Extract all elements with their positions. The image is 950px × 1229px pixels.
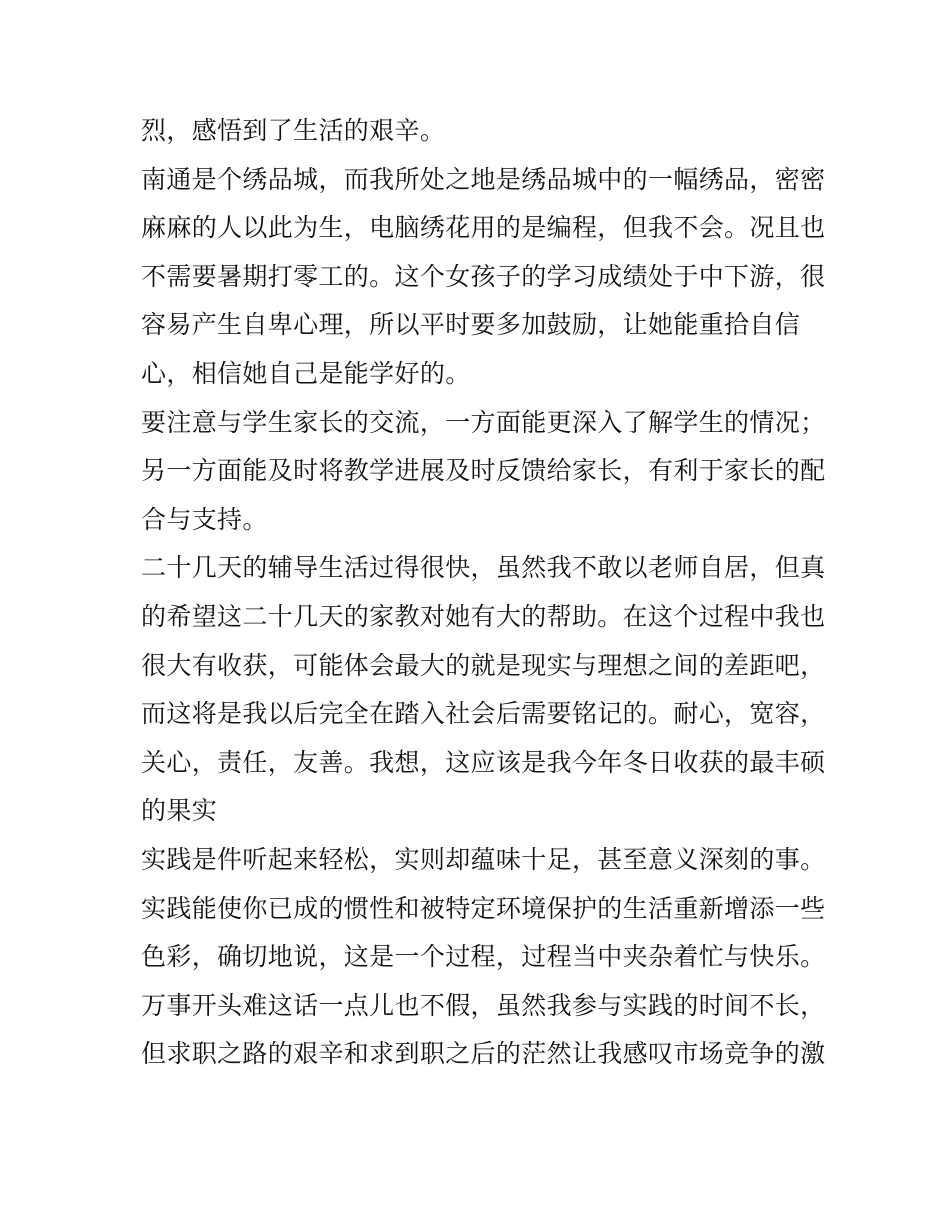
text-line: 色彩，确切地说，这是一个过程，过程当中夹杂着忙与快乐。: [141, 942, 826, 972]
text-line: 要注意与学生家长的交流，一方面能更深入了解学生的情况；: [141, 407, 826, 437]
text-line: 烈，感悟到了生活的艰辛。: [141, 116, 446, 145]
text-line: 二十几天的辅导生活过得很快，虽然我不敢以老师自居，但真: [141, 553, 826, 583]
text-line: 而这将是我以后完全在踏入社会后需要铭记的。耐心，宽容，: [141, 699, 826, 729]
text-line: 关心，责任，友善。我想，这应该是我今年冬日收获的最丰硕: [141, 747, 826, 777]
text-line: 但求职之路的艰辛和求到职之后的茫然让我感叹市场竞争的激: [141, 1039, 826, 1069]
text-line: 合与支持。: [141, 504, 268, 534]
text-line: 万事开头难这话一点儿也不假，虽然我参与实践的时间不长，: [141, 990, 826, 1020]
text-line: 实践是件听起来轻松，实则却蕴味十足，甚至意义深刻的事。: [141, 844, 826, 874]
text-line: 很大有收获，可能体会最大的就是现实与理想之间的差距吧，: [141, 650, 826, 680]
text-line: 不需要暑期打零工的。这个女孩子的学习成绩处于中下游，很: [141, 261, 826, 291]
document-body: [141, 107, 826, 1079]
text-line: 南通是个绣品城，而我所处之地是绣品城中的一幅绣品，密密: [141, 164, 826, 194]
text-line: 的果实: [141, 796, 218, 826]
text-line: 心，相信她自己是能学好的。: [141, 358, 471, 388]
text-line: 麻麻的人以此为生，电脑绣花用的是编程，但我不会。况且也: [141, 213, 826, 243]
text-line: 容易产生自卑心理，所以平时要多加鼓励，让她能重拾自信: [141, 310, 801, 340]
text-line: 的希望这二十几天的家教对她有大的帮助。在这个过程中我也: [141, 601, 826, 631]
text-line: 另一方面能及时将教学进展及时反馈给家长，有利于家长的配: [141, 456, 826, 486]
text-line: 实践能使你已成的惯性和被特定环境保护的生活重新增添一些: [141, 893, 826, 923]
